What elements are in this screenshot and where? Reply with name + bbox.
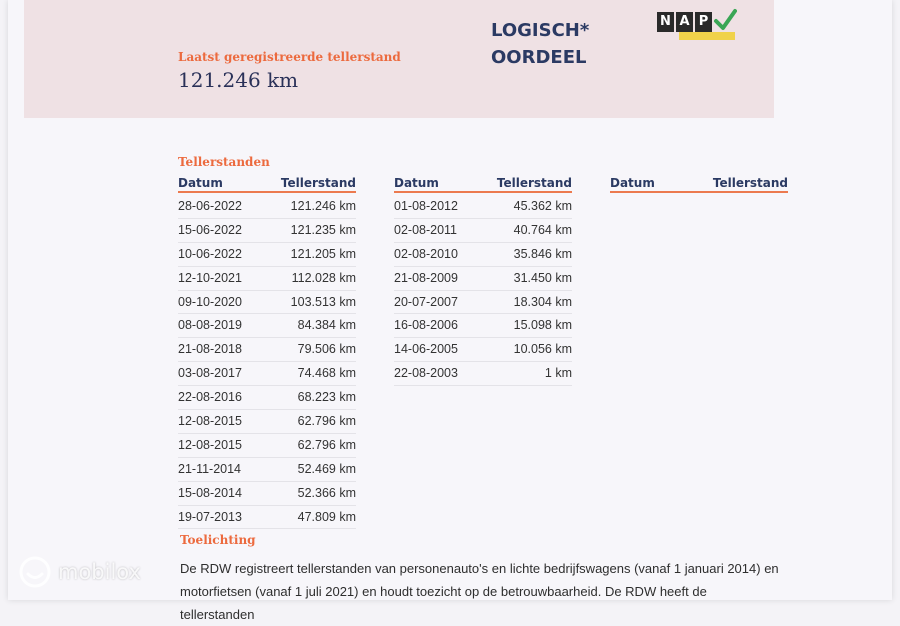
reading-table-1 xyxy=(178,176,356,529)
last-reading-value: 121.246 km xyxy=(178,68,299,92)
row-reading: 62.796 km xyxy=(297,437,356,452)
table-body xyxy=(178,195,356,529)
table-row xyxy=(178,243,356,267)
row-date: 08-08-2019 xyxy=(178,318,242,333)
row-date: 12-10-2021 xyxy=(178,270,242,285)
note-text: De RDW registreert tellerstanden van personenauto's en lichte bedrijfswagens (vanaf 1 januari 2014) en motorfietsen (vanaf 1 juli 2021) en houdt toezicht op de betrouwbaarheid. De RDW heeft de tellerstanden xyxy=(180,561,779,622)
row-reading: 121.205 km xyxy=(290,246,356,261)
table-row xyxy=(394,338,572,362)
table-row xyxy=(178,314,356,338)
row-reading: 40.764 km xyxy=(513,222,572,237)
table-row xyxy=(178,195,356,219)
table-row xyxy=(178,482,356,506)
table-row xyxy=(394,219,572,243)
watermark-text: mobilox xyxy=(58,560,141,584)
row-reading: 112.028 km xyxy=(291,270,356,285)
nap-letter-p: P xyxy=(695,12,712,32)
row-reading: 31.450 km xyxy=(513,270,572,285)
row-reading: 103.513 km xyxy=(290,294,356,309)
row-date: 01-08-2012 xyxy=(394,199,458,213)
row-date: 15-08-2014 xyxy=(178,485,242,500)
row-date: 28-06-2022 xyxy=(178,199,242,213)
table-header xyxy=(178,176,356,193)
row-reading: 68.223 km xyxy=(297,390,356,405)
row-reading: 47.809 km xyxy=(297,509,356,524)
row-date: 16-08-2006 xyxy=(394,318,458,333)
table-row xyxy=(178,386,356,410)
row-date: 12-08-2015 xyxy=(178,414,242,429)
row-reading: 79.506 km xyxy=(297,342,356,357)
table-header xyxy=(394,176,572,193)
table-row xyxy=(178,291,356,315)
row-reading: 10.056 km xyxy=(513,342,572,357)
table-body xyxy=(394,195,572,386)
reading-table-2 xyxy=(394,176,572,386)
nap-logo xyxy=(657,12,737,42)
column-reading: Tellerstand xyxy=(280,176,356,190)
row-date: 22-08-2016 xyxy=(178,390,242,405)
row-reading: 121.235 km xyxy=(290,222,356,237)
row-date: 10-06-2022 xyxy=(178,246,242,261)
row-reading: 1 km xyxy=(544,366,572,381)
verdict-line-2: OORDEEL xyxy=(491,47,587,68)
table-row xyxy=(178,362,356,386)
verdict xyxy=(491,17,589,71)
table-row xyxy=(394,195,572,219)
row-date: 03-08-2017 xyxy=(178,366,242,381)
row-date: 14-06-2005 xyxy=(394,342,458,357)
section-title-tellerstanden: Tellerstanden xyxy=(178,155,270,169)
row-reading: 35.846 km xyxy=(513,246,572,261)
table-row xyxy=(394,291,572,315)
row-reading: 62.796 km xyxy=(297,414,356,429)
table-row xyxy=(178,506,356,530)
row-reading: 74.468 km xyxy=(297,366,356,381)
table-row xyxy=(178,434,356,458)
row-reading: 45.362 km xyxy=(513,199,572,213)
row-date: 19-07-2013 xyxy=(178,509,242,524)
row-date: 09-10-2020 xyxy=(178,294,242,309)
row-reading: 52.469 km xyxy=(297,461,356,476)
nap-letter-a: A xyxy=(676,12,693,32)
row-reading: 52.366 km xyxy=(297,485,356,500)
column-date: Datum xyxy=(394,176,439,190)
check-icon xyxy=(713,8,737,34)
table-row xyxy=(394,267,572,291)
row-reading: 18.304 km xyxy=(513,294,572,309)
last-reading-label: Laatst geregistreerde tellerstand xyxy=(178,50,401,64)
row-date: 22-08-2003 xyxy=(394,366,458,381)
column-reading: Tellerstand xyxy=(712,176,788,190)
table-row xyxy=(178,410,356,434)
table-row xyxy=(178,338,356,362)
table-row xyxy=(394,362,572,386)
row-reading: 121.246 km xyxy=(290,199,356,213)
row-reading: 84.384 km xyxy=(297,318,356,333)
mobilox-logo-icon xyxy=(18,555,52,589)
table-row xyxy=(178,219,356,243)
row-date: 15-06-2022 xyxy=(178,222,242,237)
column-date: Datum xyxy=(610,176,655,190)
table-row xyxy=(178,458,356,482)
verdict-line-1: LOGISCH* xyxy=(491,20,590,41)
row-date: 20-07-2007 xyxy=(394,294,458,309)
row-reading: 15.098 km xyxy=(513,318,572,333)
nap-letter-n: N xyxy=(657,12,674,32)
table-row xyxy=(394,314,572,338)
table-row xyxy=(394,243,572,267)
row-date: 21-11-2014 xyxy=(178,461,242,476)
column-date: Datum xyxy=(178,176,223,190)
row-date: 02-08-2010 xyxy=(394,246,458,261)
row-date: 02-08-2011 xyxy=(394,222,458,237)
column-reading: Tellerstand xyxy=(496,176,572,190)
table-row xyxy=(178,267,356,291)
table-header xyxy=(610,176,788,193)
row-date: 21-08-2009 xyxy=(394,270,458,285)
watermark xyxy=(18,555,141,589)
row-date: 21-08-2018 xyxy=(178,342,242,357)
reading-table-3 xyxy=(610,176,788,193)
row-date: 12-08-2015 xyxy=(178,437,242,452)
note-title: Toelichting xyxy=(180,533,256,547)
